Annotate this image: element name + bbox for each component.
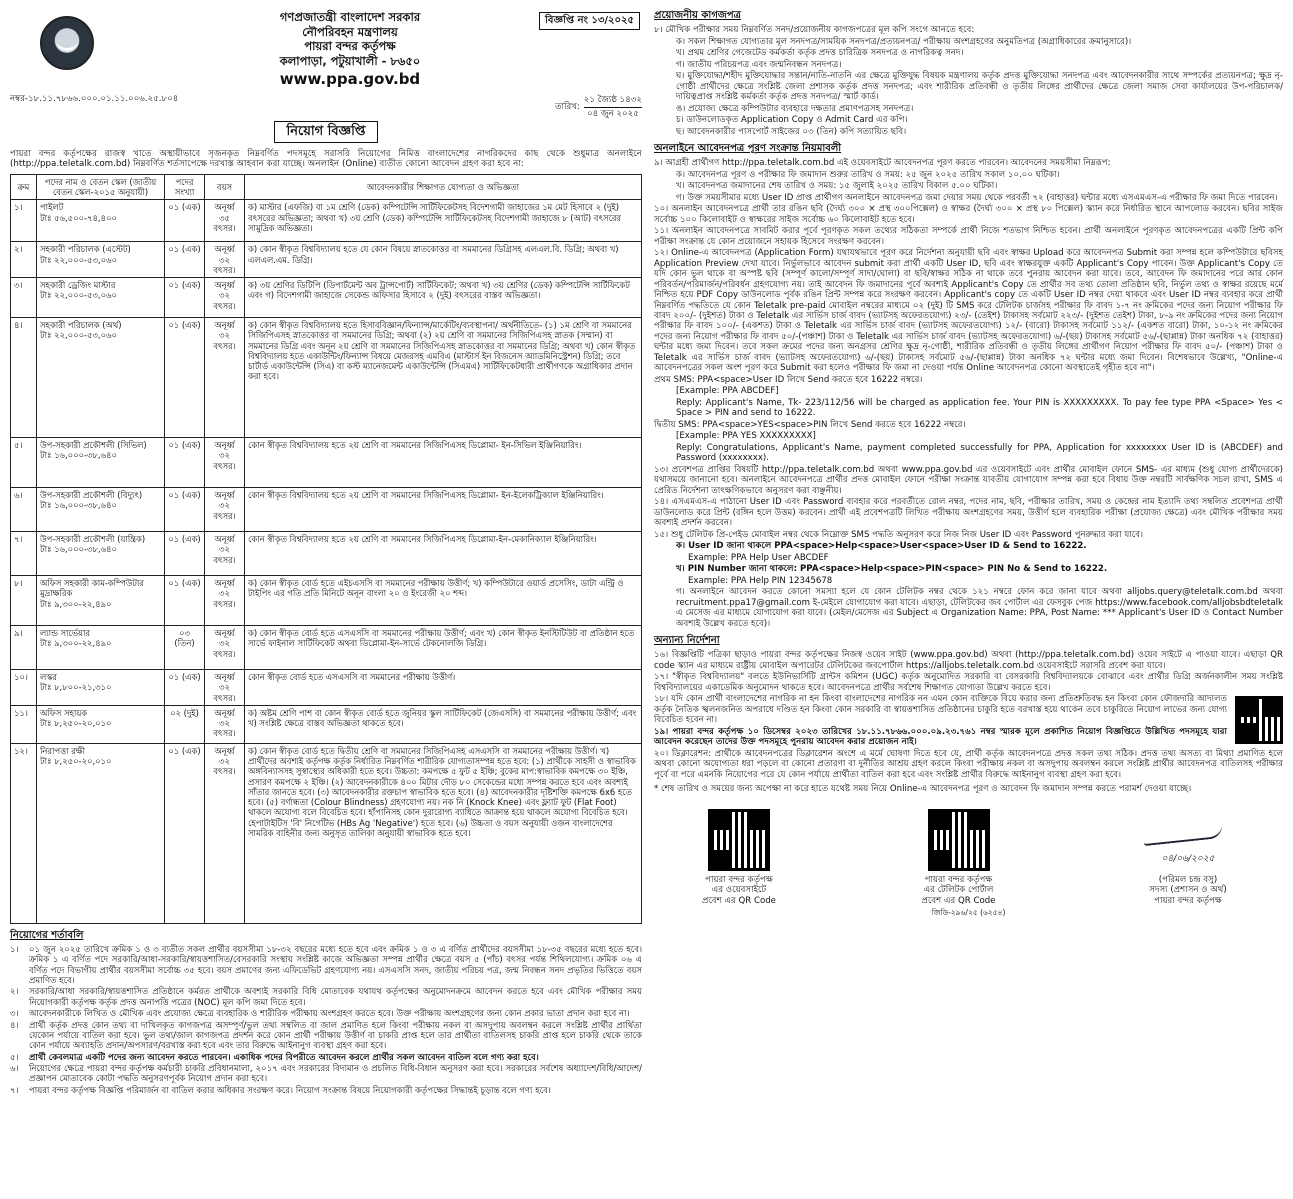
list-item: ক। আবেদনপত্র পূরণ ও পরীক্ষার ফি জমাদান শুরুর তারিখ ও সময়: ২৫ জুন ২০২৫ তারিখ সকাল ১০.০০ ঘটিকা। — [676, 169, 1060, 180]
post-name: উপ-সহকারী প্রকৌশলী (যান্ত্রিক) — [40, 534, 146, 545]
list-item: ক। সকল শিক্ষাগত যোগ্যতার মূল সনদপত্র/সাময়িক সনদপত্র/প্রত্যয়নপত্র/ পরীক্ষায় অংশগ্রহণের অনুমতিপত্র (অগ্রাধিকারের ক্রমানুসারে)। — [676, 36, 1132, 47]
para-19-text: ১৯। পায়রা বন্দর কর্তৃপক্ষ ১০ ডিসেম্বর ২০২৩ তারিখের ১৮.১১.৭৮৬৬.০০০.০৯.২৩.৭৬১ নম্বর স্মারক মূলে প্রকাশিত নিয়োগ বিজ্ঞপ্তিতে উল্লিখিত পদসমূহে যারা আবেদন করেছেন তাদের উক্ত পদসমূহে পুনরায় আবেদন করার প্রয়োজন নাই। — [654, 726, 1227, 748]
table-row — [11, 743, 642, 923]
print-code: জিডি-২৯৬/২৫ (৬২৫৪) — [931, 907, 1006, 917]
cell-count: ০১ (এক) — [165, 670, 205, 706]
post-name: সহকারী পরিচালক (এস্টেট) — [40, 244, 131, 255]
org-line: নৌপরিবহন মন্ত্রণালয় — [302, 24, 398, 39]
teletalk-qr-icon[interactable] — [1235, 696, 1283, 744]
intro-text: পায়রা বন্দর কর্তৃপক্ষের রাজস্ব খাতে অস্থায়ীভাবে সৃজনকৃত নিম্নবর্ণিত পদসমূহে সরাসরি নিয়োগের নিমিত্ত বাংলাদেশের নাগরিকদের কাছ থেকে শুধুমাত্র অনলাইনে (http://ppa.teletalk.com.bd) নিম্নবর্ণিত শর্তসাপেক্ষে দরখাস্ত আহবান করা যাচ্ছে। অনলাইন (Online) ব্যতীত কোনো আবেদন গ্রহণ করা হবে না: — [10, 148, 642, 170]
portal-qr-icon[interactable] — [928, 809, 990, 871]
docs-title: প্রয়োজনীয় কাগজপত্র — [654, 10, 741, 21]
table-row — [11, 318, 642, 438]
para-11: ১১। অনলাইন আবেদনপত্রে সাবমিট করার পূর্বে পূরণকৃত সকল তথ্যের সঠিকতা সম্পর্কে প্রার্থী নিজে শতভাগ নিশ্চিত হবেন। প্রার্থী অনলাইনে পূরণকৃত আবেদনপত্রের একটি প্রিন্ট কপি পরীক্ষা সংক্রান্ত যে কোন প্রয়োজনে সহায়ক হিসেবে সংরক্ষণ করবেন। — [654, 226, 1283, 247]
cell-serial: ৩। — [11, 278, 37, 318]
th-post: পদের নাম ও বেতন স্কেল (জাতীয় বেতন স্কেল-২০১৫ অনুযায়ী) — [37, 174, 165, 200]
post-name: অফিস সহকারী কাম-কম্পিউটার মুদ্রাক্ষরিক — [40, 578, 144, 599]
date-label: তারিখ: — [555, 102, 580, 113]
post-name: সহকারী ড্রেজিং মাস্টার — [40, 280, 116, 291]
cell-serial: ১২। — [11, 743, 37, 923]
website-qr-block — [664, 809, 814, 906]
item-text: নিয়োগের ক্ষেত্রে পায়রা বন্দর কর্তৃপক্ষ কর্মচারী চাকরি প্রবিধানমালা, ২০১৭ এবং সরকারের বিদ্যমান ও প্রচলিত বিধি-বিধান অনুসরণ করা হবে। সরকারের সর্বশেষ অধ্যাদেশ/বিধি/আদেশ/প্রজ্ঞাপন মোতাবেক কোটা পদ্ধতি অনুসরণপূর্বক নিয়োগ প্রদান করা হবে। — [29, 1064, 642, 1085]
cell-req: ক) ৩য় শ্রেণির ডিটিপি (ডিপার্টমেন্ট অব ট্রান্সপোর্ট) সার্টিফিকেট; অথবা খ) ৩য় শ্রেণির (ডেক) কম্পিটেন্সি সার্টিফিকেট এবং গ) বিদেশগামী জাহাজে সেকেন্ড অফিসার হিসাবে ২ (দুই) বৎসরের বাস্তব অভিজ্ঞতা। — [245, 278, 642, 318]
cell-serial: ৮। — [11, 576, 37, 626]
table-header-row — [11, 174, 642, 200]
sms1-example: [Example: PPA ABCDEF] — [676, 386, 779, 397]
para-16: ১৬। বিজ্ঞপ্তিটি পত্রিকা ছাড়াও পায়রা বন্দর কর্তৃপক্ষের নিজস্ব ওয়েব সাইট (www.ppa.gov.bd) অথবা (http://ppa.teletalk.com.bd) ওয়েব সাইটে এ পাওয়া যাবে। এছাড়া QR code স্ক্যান এর মাধ্যমে রাষ্ট্রীয় মোবাইল অপারেটর টেলিটকের জবপোর্টাল https://alljobs.teletalk.com.bd ওয়েবসাইটে সরাসরি প্রবেশ করা যাবে। — [654, 650, 1283, 671]
footer — [654, 809, 1283, 906]
post-name: পাইলট — [40, 202, 64, 213]
cell-age: অনূর্ধ্ব ৩২ বৎসর। — [205, 242, 245, 278]
para-10: ১০। অনলাইন আবেদনপত্রে প্রার্থী তার রঙিন ছবি (দৈর্ঘ্য ৩০০ × প্রস্থ ৩০০পিক্সেল) ও স্বাক্ষর (দৈর্ঘ্য ৩০০ × প্রস্থ ৮০ পিক্সেল) স্ক্যান করে নির্ধারিত স্থানে আপলোড করবেন। ছবির সাইজ সর্বোচ্চ ১০০ কিলোবাইট ও স্বাক্ষরের সাইজ সর্বোচ্চ ৬০ কিলোবাইট হতে হবে। — [654, 204, 1283, 225]
list-item: খ। প্রথম শ্রেণির গেজেটেড কর্মকর্তা কর্তৃক প্রদত্ত চারিত্রিক সনদপত্র ও নাগরিকত্ব সনদ। — [676, 48, 964, 59]
portal-qr-block — [884, 809, 1034, 906]
date-block — [555, 94, 642, 121]
cell-serial: ৬। — [11, 488, 37, 532]
pay-scale: টাঃ ৮,৮০০-২১,৩১০ — [40, 682, 112, 693]
para-19 — [654, 727, 1283, 748]
list-item — [10, 1064, 642, 1085]
list-item — [10, 987, 642, 1008]
pay-scale: টাঃ ১৬,০০০-৩৮,৬৪০ — [40, 450, 117, 461]
sms2-reply: Reply: Congratulations, Applicant's Name, payment completed successfully for PPA, Application for xxxxxxxx User ID is (ABCDEF) and Password (xxxxxxxx). — [676, 442, 1283, 464]
recover-userid — [654, 541, 1283, 551]
cell-req: ক) কোন স্বীকৃত বিশ্ববিদ্যালয় হতে যে কোন বিষয়ে স্নাতকোত্তর বা সমমানের ডিগ্রিসহ এলএল.বি. ডিগ্রি; অথবা খ) এলএল.এম. ডিগ্রি। — [245, 242, 642, 278]
cell-post — [37, 626, 165, 670]
cell-req: ক) অষ্টম শ্রেণি পাশ বা কোন স্বীকৃত বোর্ড হতে জুনিয়র স্কুল সার্টিফিকেট (জেএসসি) বা সমমানের পরীক্ষায় উত্তীর্ণ; এবং খ) সংশ্লিষ্ট ক্ষেত্রে বাস্তব অভিজ্ঞতা থাকতে হবে। — [245, 705, 642, 743]
cell-age: অনূর্ধ্ব ৩৫ বৎসর। — [205, 200, 245, 242]
cell-age: অনূর্ধ্ব ৩২ বৎসর। — [205, 705, 245, 743]
table-row — [11, 532, 642, 576]
recover-userid-example: Example: PPA Help User ABCDEF — [688, 552, 829, 563]
cell-serial: ৭। — [11, 532, 37, 576]
date-english: ০৪ জুন ২০২৫ — [586, 108, 639, 119]
cell-post — [37, 278, 165, 318]
header — [10, 8, 642, 98]
list-item — [10, 1021, 642, 1052]
recover-pin — [654, 564, 1283, 574]
post-name: ল্যান্ড সার্ভেয়ার — [40, 628, 90, 639]
memo-line — [10, 94, 642, 121]
pay-scale: টাঃ ২২,০০০-৫৩,০৬০ — [40, 330, 117, 341]
item-number: ৩। — [10, 1009, 19, 1020]
notice-number: বিজ্ঞপ্তি নং ১৩/২০২৫ — [539, 12, 640, 30]
signature-block — [1103, 814, 1273, 906]
post-name: উপ-সহকারী প্রকৌশলী (সিভিল) — [40, 440, 147, 451]
post-name: নিরাপত্তা রক্ষী — [40, 745, 85, 756]
recover-pin-example: Example: PPA Help PIN 12345678 — [688, 575, 833, 586]
sms2-example: [Example: PPA YES XXXXXXXXX] — [676, 431, 816, 442]
item-number: ২। — [10, 987, 19, 998]
table-row — [11, 705, 642, 743]
list-item: গ। উক্ত সময়সীমার মধ্যে User ID প্রাপ্ত প্রার্থীগণ অনলাইনে আবেদনপত্র জমা দেয়ার সময় থেকে পরবর্তী ৭২ (বাহাত্তর) ঘন্টার মধ্যে এসএমএস-এ পরীক্ষার ফি জমা দিতে পারবেন। — [676, 192, 1278, 203]
cell-serial: ১০। — [11, 670, 37, 706]
para-17: ১৭। "স্বীকৃত বিশ্ববিদ্যালয়" বলতে ইউনিভার্সিটি গ্রান্টস কমিশন (UGC) কর্তৃক অনুমোদিত সরকারি বা বেসরকারি বিশ্ববিদ্যালয়কে বোঝাবে এবং প্রার্থীর ডিগ্রি অর্জনকালীন সময় সংশ্লিষ্ট বিশ্ববিদ্যালয়ের একাডেমিক অনুমোদন থাকতে হবে। আবেদনপত্রে প্রার্থীর সর্বশেষ শিক্ষাগত যোগ্যতা উল্লেখ করতে হবে। — [654, 672, 1283, 693]
table-row — [11, 200, 642, 242]
support-contact: গ। অনলাইনে আবেদন করতে কোনো সমস্যা হলে যে কোন টেলিটক নম্বর থেকে ১২১ নম্বরে ফোন করে জানা যাবে অথবা alljobs.query@teletalk.com.bd অথবা recruitment.ppa17@gmail.com ই-মেইলে যোগাযোগ করা যাবে। এছাড়া, টেলিটকের জব পোর্টাল এর ফেসবুক পেজ https://www.facebook.com/alljobsbdteletalk এ মেসেজ এর মাধ্যমে যোগাযোগ করা যাবে। (মেইল/মেসেজ এর Subject এ Organization Name: PPA, Post Name: *** Applicant's User ID ও Contact Number অবশ্যই উল্লেখ করতে হবে)। — [676, 587, 1283, 629]
item-text: প্রার্থী কেবলমাত্র একটি পদের জন্য আবেদন করতে পারবেন। একাধিক পদের বিপরীতে আবেদন করলে প্রার্থীর সকল আবেদন বাতিল বলে গণ্য করা হবে। — [29, 1052, 539, 1063]
table-row — [11, 278, 642, 318]
cell-post — [37, 488, 165, 532]
cell-req: ক) কোন স্বীকৃত বোর্ড হতে এইচএসসি বা সমমানের পরীক্ষায় উত্তীর্ণ; খ) কম্পিউটারে ওয়ার্ড প্রসেসিং, ডাটা এন্ট্রি ও টাইপিং এর গতি প্রতি মিনিটে অনূন বাংলা ২০ ও ইংরেজী ২০ শব্দ। — [245, 576, 642, 626]
post-name: উপ-সহকারী প্রকৌশলী (বিদ্যুৎ) — [40, 490, 143, 501]
cell-post — [37, 200, 165, 242]
cell-req: ক) মাস্টার (এফজি) বা ১ম শ্রেণি (ডেক) কম্পিটেন্সি সার্টিফিকেটসহ বিদেশগামী জাহাজের ১ম মেট হিসাবে ২ (দুই) বৎসরের অভিজ্ঞতা; অথবা খ) ৩য় শ্রেণি (ডেক) কম্পিটেন্সি সার্টিফিকেটসহ বিদেশগামী জাহাজে ৮ (আট) বৎসরের সামুদ্রিক অভিজ্ঞতা। — [245, 200, 642, 242]
qr-caption: পায়রা বন্দর কর্তৃপক্ষ — [705, 874, 773, 885]
qr-caption: পায়রা বন্দর কর্তৃপক্ষ — [924, 874, 993, 885]
post-name: অফিস সহায়ক — [40, 707, 88, 718]
list-item — [10, 945, 642, 986]
para-14: ১৪। এসএমএস-এ পাঠানো User ID এবং Password ব্যবহার করে পরবর্তীতে রোল নম্বর, পদের নাম, ছবি, পরীক্ষার তারিখ, সময় ও কেন্দ্রের নাম ইত্যাদি তথ্য সম্বলিত প্রবেশপত্র প্রার্থী ডাউনলোড করে প্রিন্ট (রঙ্গিন হলে উত্তম) করবেন। প্রার্থী এই প্রবেশপত্রটি লিখিত পরীক্ষায় অংশগ্রহণের সময়, উত্তীর্ণ হলে ব্যবহারিক পরীক্ষা (প্রযোজ্য ক্ষেত্রে) এবং মৌখিক পরীক্ষার সময় অবশ্যই প্রদর্শন করবেন। — [654, 497, 1283, 529]
post-name: সহকারী পরিচালক (অর্থ) — [40, 320, 122, 331]
posts-table — [10, 174, 642, 924]
recover-pin-text: খ। PIN Number জানা থাকলে: PPA<space>Help<space>PIN<space> PIN No & Send to 16222. — [676, 564, 1108, 575]
docs-lead: ৮। মৌখিক পরীক্ষার সময় নিম্নবর্ণিত সনদ/প্রয়োজনীয় কাগজপত্রের মূল কপি সংগে আনতে হবে: — [654, 25, 975, 36]
para-18: ১৮। যদি কোন প্রার্থী বাংলাদেশের নাগরিক না হন কিংবা বাংলাদেশের নাগরিক নন এমন কোন ব্যক্তিকে বিয়ে করার জন্য প্রতিশ্রুতিবদ্ধ হন কিংবা কোন ফৌজদারি আদালত কর্তৃক নৈতিক স্খলনজনিত অপরাধে দণ্ডিত হন কিংবা কোন সরকারি বা স্বায়ত্তশাসিত প্রতিষ্ঠানের চাকুরি হতে বরখাস্ত হয়ে থাকেন তবে চাকুরিতে নিয়োগ লাভের জন্য যোগ্য বিবেচিত হবেন না। — [654, 694, 1227, 726]
list-item — [10, 1086, 642, 1096]
pay-scale: টাঃ ৯,৩০০-২২,৪৯০ — [40, 598, 112, 609]
para-9: ৯। আগ্রহী প্রার্থীগণ http://ppa.teletalk.com.bd এই ওয়েবসাইটে আবেদনপত্র পূরণ করতে পারবেন। আবেদনের সময়সীমা নিম্নরূপ: — [654, 158, 1111, 169]
item-text: আবেদনকারীকে লিখিত ও মৌখিক এবং প্রযোজ্য ক্ষেত্রে ব্যবহারিক ও শারীরিক পরীক্ষায় অংশগ্রহণ করতে হবে। উক্ত পরীক্ষায় অংশগ্রহণের জন্য কোন প্রকার ভাতা প্রদান করা হবে না। — [29, 1009, 630, 1020]
qr-caption: এর ওয়েবসাইটে — [711, 885, 767, 896]
signer-title: সদস্য (প্রশাসন ও অর্থ) — [1149, 885, 1227, 896]
cell-serial: ১১। — [11, 705, 37, 743]
conditions-list — [10, 945, 642, 1096]
cell-serial: ৪। — [11, 318, 37, 438]
table-row — [11, 626, 642, 670]
cell-serial: ২। — [11, 242, 37, 278]
para-20: ২০। ডিক্লারেশন: প্রার্থীকে আবেদনপত্রের ডিক্লারেশন অংশে এ মর্মে ঘোষণা দিতে হবে যে, প্রার্থী কর্তৃক আবেদনপত্রে প্রদত্ত সকল তথ্য সঠিক। প্রদত্ত তথ্য অসত্য বা মিথ্যা প্রমাণিত হলে অথবা কোনো অযোগ্যতা ধরা পড়লে বা কোনো প্রতারণা বা দুর্নীতির আশ্রয় গ্রহণ করলে কিংবা পরীক্ষায় নকল বা অসদুপায় অবলম্বন করলে সংশ্লিষ্ট প্রার্থীর আবেদনপত্র বাতিলসহ পরীক্ষার পূর্বে বা পরে এমনকি নিয়োগের পরে যে কোন পর্যায়ে প্রার্থীতা বাতিল করা হবে এবং সংশ্লিষ্ট প্রার্থীর বিরুদ্ধে আইনানুগ ব্যবস্থা গ্রহণ করা হবে। — [654, 748, 1283, 780]
para-12: ১২। Online-এ আবেদনপত্র (Application Form) যথাযথভাবে পূরণ করে নির্দেশনা অনুযায়ী ছবি এবং স্বাক্ষর Upload করে আবেদনপত্র Submit করা সম্পন্ন হলে কম্পিউটারে ছবিসহ Application Preview দেখা যাবে। নির্ভুলভাবে আবেদন submit করা প্রার্থী একটি User ID, ছবি এবং স্বাক্ষরযুক্ত একটি Applicant's Copy পাবেন। উক্ত Applicant's Copy তে যদি কোন ভুল থাকে বা অস্পষ্ট ছবি (সম্পূর্ণ কালো/সম্পূর্ণ সাদা/ঘোলা) বা ছবি/স্বাক্ষর সঠিক না থাকে তবে পুনরায় আবেদন করা যাবে। তবে, আবেদন ফি জমাদানের পরে আর কোন পরিবর্তন/পরিমার্জন/পরিবর্ধন গ্রহণযোগ্য নয়। তাই আবেদন ফি জমাদানের পূর্বে অবশ্যই Applicant's Copy তে প্রার্থীর সব তথ্য তোলা প্রতিষ্ঠান ছবি, নির্ভুল তথ্য ও স্বাক্ষর রয়েছে মর্মে নিশ্চিত হয়ে PDF Copy ডাউনলোড পূর্বক রঙিন প্রিন্ট সম্পন্ন করে সংরক্ষণ করবেন। Applicant's copy তে একটি User ID নম্বর দেয়া থাকবে এবং User ID নম্বর ব্যবহার করে প্রার্থী নিম্নবর্ণিত পদ্ধতিতে যে কোন Teletalk pre-paid মোবাইল নম্বরের মাধ্যমে ০২ (দুই) টি SMS করে টেলিটক চার্জসহ পরীক্ষার ফি বাবদ ১-৭ নং ক্রমিকের পদের জন্য নিয়োগ পরীক্ষার ফি বাবদ ২০০/- (দুইশত) টাকা ও Teletalk এর সার্ভিস চার্জ বাবদ (ভ্যাটসহ অফেরতযোগ্য) ২৩/- (তেইশ) টাকাসহ সর্বমোট ২২৩/- (দুইশত তেইশ) টাকা, ৮-৯ নং ক্রমিকের পদের জন্য নিয়োগ পরীক্ষার ফি বাবদ ১০০/- (একশত) টাকা ও Teletalk এর সার্ভিস চার্জ বাবদ (ভ্যাটসহ অফেরতযোগ্য) ১২/- (বারো) টাকাসহ সর্বমোট ১১২/- (একশত বারো) টাকা, ১০-১২ নং ক্রমিকের পদের জন্য নিয়োগ পরীক্ষার ফি বাবদ ৫০/-(পঞ্চাশ) টাকা ও Teletalk এর সার্ভিস চার্জ বাবদ (ভ্যাটসহ অফেরতযোগ্য) ৬/-(ছয়) টাকাসহ সর্বমোট ৫৬/-(ছাপ্পান্ন) টাকা অনধিক ৭২ (বাহাত্তর) ঘন্টার মধ্যে জমা দিবেন। তবে সকল ক্রমের পদের জন্য অনগ্রসর শ্রেণির ক্ষুদ্র নৃ-গোষ্ঠী, শারীরিক প্রতিবন্ধী ও তৃতীয় লিঙ্গের প্রার্থীগণ নিয়োগ পরীক্ষার ফি বাবদ ৫০/- (পঞ্চাশ) টাকা ও Teletalk এর সার্ভিস চার্জ বাবদ (ভ্যাটসহ অফেরতযোগ্য) ৬/-(ছয়) টাকাসহ সর্বমোট ৫৬/-(ছাপ্পান্ন) টাকা অনধিক ৭২ ঘন্টার মধ্যে জমা দিবেন। বিশেষভাবে উল্লেখ্য, "Online-এ আবেদনপত্রের সকল অংশ পূরণ করে Submit করা হলেও পরীক্ষার ফি জমা না দেওয়া পর্যন্ত Online আবেদনপত্র কোনো অবস্থাতেই গৃহীত হবে না"। — [654, 248, 1283, 374]
list-item: গ। জাতীয় পরিচয়পত্র এবং জন্মনিবন্ধন সনদপত্র। — [676, 59, 842, 70]
th-requirements: আবেদনকারীর শিক্ষাগত যোগ্যতা ও অভিজ্ঞতা — [245, 174, 642, 200]
cell-age: অনূর্ধ্ব ৩২ বৎসর। — [205, 318, 245, 438]
cell-serial: ৯। — [11, 626, 37, 670]
cell-post — [37, 670, 165, 706]
cell-post — [37, 318, 165, 438]
item-text: সরকারি/আধা সরকারি/স্বায়ত্তশাসিত প্রতিষ্ঠানে কর্মরত প্রার্থীকে অবশ্যই সরকারি বিধি মোতাবেক যথাযথ কর্তৃপক্ষের অনুমোদনক্রমে আবেদন করতে হবে এবং মৌখিক পরীক্ষার সময় নিয়োগকারী কর্তৃপক্ষ কর্তৃক প্রদত্ত অনাপত্তি পত্রের (NOC) মূল কপি জমা দিতে হবে। — [29, 987, 642, 1008]
conditions-title: নিয়োগের শর্তাবলি — [10, 929, 84, 941]
cell-req: কোন স্বীকৃত বিশ্ববিদ্যালয় হতে ২য় শ্রেণি বা সমমানের সিজিপিএসহ ডিপ্লোমা- ইন-ইলেকট্রিক্যাল ইঞ্জিনিয়ারিং। — [245, 488, 642, 532]
pay-scale: টাঃ ১৬,০০০-৩৮,৬৪০ — [40, 544, 117, 555]
th-count: পদের সংখ্যা — [165, 174, 205, 200]
cell-age: অনূর্ধ্ব ৩২ বৎসর। — [205, 576, 245, 626]
website[interactable]: www.ppa.gov.bd — [279, 69, 421, 88]
pay-scale: টাঃ ১৬,০০০-৩৮,৬৪০ — [40, 500, 117, 511]
cell-req: ক) কোন স্বীকৃত বোর্ড হতে দ্বিতীয় শ্রেণি বা সমমানের সিজিপিএসহ এসএসসি বা সমমানের পরীক্ষায় উত্তীর্ণ। খ) প্রার্থীদের অবশ্যই কর্তৃপক্ষ কর্তৃক নির্ধারিত নিম্নবর্ণিত শারীরিক যোগ্যতাসম্পন্ন হতে হবে: (১) প্রার্থীকে সাহসী ও স্বাভাবিক অঙ্গবিন্যাসসহ সুস্বাস্থ্যের অধিকারী হতে হবে। উচ্চতা: কমপক্ষে ৫ ফুট ৫ ইঞ্চি; বুকের মাপ:স্বাভাবিক কমপক্ষে ৩০ ইঞ্চি, প্রসারণ কমপক্ষে ২ ইঞ্চি। (২) আবেদনকারীকে ৪০০ মিটার দৌড় ৮০ সেকেন্ডের মধ্যে সম্পন্ন করতে হবে এবং অবশ্যই সাঁতার জানতে হবে। (৩) আবেদনকারীর রক্তচাপ স্বাভাবিক হতে হবে। (৪) আবেদনকারীর দৃষ্টিশক্তি কমপক্ষে 6x6 হতে হবে। (৫) বর্ণান্ধতা (Colour Blindness) গ্রহণযোগ্য নয়। নক নি (Knock Knee) এবং ফ্ল্যাট ফুট (Flat Foot) থাকলে অযোগ্য বলে বিবেচিত হবে। হাঁপানিসহ কোন দুরারোগ্য ব্যাধিতে আক্রান্ত হয়ে থাকলে অযোগ্য বিবেচিত হবে। হেপাটাইটিস 'বি' নিগেটিভ (HBs Ag 'Negative') হতে হবে। (৬) উচ্চতা ও বয়স অনুযায়ী ওজন বাংলাদেশের সামরিক বাহিনীর জন্য অনুসৃত তালিকা অনুযায়ী স্বাভাবিক হতে হবে। — [245, 743, 642, 923]
list-item: খ। আবেদনপত্র জমাদানের শেষ তারিখ ও সময়: ১৫ জুলাই ২০২৫ তারিখ বিকাল ৫.০০ ঘটিকা। — [676, 181, 998, 192]
list-item: ছ। আবেদনকারীর পাসপোর্ট সাইজের ০৩ (তিন) কপি সত্যায়িত ছবি। — [676, 126, 907, 137]
list-item: ঘ। মুক্তিযোদ্ধা/শহীদ মুক্তিযোদ্ধার সন্তান/নাতি-নাতনি এর ক্ষেত্রে মুক্তিযুদ্ধ বিষয়ক মন্ত্রণালয় কর্তৃক প্রদত্ত মুক্তিযোদ্ধা সনদপত্র এবং আবেদনকারীর সাথে সম্পর্কের প্রত্যয়নপত্র; ক্ষুদ্র নৃ-গোষ্ঠী প্রার্থীদের ক্ষেত্রে সংশ্লিষ্ট জেলা প্রশাসক কর্তৃক প্রদত্ত সনদপত্র; এবং শারীরিক প্রতিবন্ধী ও তৃতীয় লিঙ্গের প্রার্থীদের ক্ষেত্রে জেলা সমাজ সেবা কার্যালয়ের উপ-পরিচালক/ দায়িত্বপ্রাপ্ত সংশ্লিষ্ট কর্মকর্তা কর্তৃক প্রদত্ত সনদপত্র/ স্মার্ট কার্ড। — [676, 71, 1283, 103]
cell-req: ক) কোন স্বীকৃত বিশ্ববিদ্যালয় হতে হিসাববিজ্ঞান/ফিন্যান্স/মার্কেটিং/ব্যবস্থাপনা/ অর্থনীতিতে- (১) ১ম শ্রেণি বা সমমানের সিজিপিএসহ স্নাতকোত্তর বা সমমানের ডিগ্রি; অথবা (২) ২য় শ্রেণি বা সমমানের সিজিপিএসহ স্নাতক (সম্মান) বা সমমানের ডিগ্রি এবং অনূন ২য় শ্রেণি বা সমমানের সিজিপিএসহ স্নাতকোত্তর বা সমমানের ডিগ্রি; অথবা খ) কোন স্বীকৃত বিশ্ববিদ্যালয় হতে একাউন্টিং/ফিন্যান্স বিষয়ে মেজরসহ এমবিএ (মাস্টার্স ইন বিজনেস অ্যাডমিনিস্ট্রেশন) ডিগ্রি; তবে চার্টার্ড একাউন্টেন্সি (সিএ) বা কস্ট ম্যানেজমেন্ট একাউন্টেন্সি (সিএমএ) সার্টিফিকেটধারী প্রার্থীগণকে অগ্রাধিকার প্রদান করা হবে। — [245, 318, 642, 438]
list-item: ঙ। প্রযোজ্য ক্ষেত্রে কম্পিউটার ব্যবহারে দক্ষতার প্রমাণপত্রসহ সনদপত্র। — [676, 103, 914, 114]
item-text: পায়রা বন্দর কর্তৃপক্ষ বিজ্ঞপ্তি পরিমার্জন বা বাতিল করার অধিকার সংরক্ষণ করে। নিয়োগ সংক্রান্ত বিষয়ে নিয়োগকারী কর্তৃপক্ষের সিদ্ধান্তই চূড়ান্ত বলে গণ্য হবে। — [29, 1085, 551, 1096]
cell-age: অনূর্ধ্ব ৩২ বৎসর। — [205, 278, 245, 318]
pay-scale: টাঃ ৯,৩০০-২২,৪৯০ — [40, 638, 112, 649]
org-line: পায়রা বন্দর কর্তৃপক্ষ — [304, 39, 396, 54]
table-row — [11, 576, 642, 626]
pay-scale: টাঃ ২২,০০০-৫৩,০৬০ — [40, 254, 117, 265]
memo-number: নম্বর-১৮.১১.৭৮৬৬.০০০.০১.১১.০০৬.২৫.৮০৪ — [10, 94, 179, 104]
item-number: ৭। — [10, 1085, 19, 1096]
item-number: ৬। — [10, 1064, 19, 1074]
th-serial: ক্রম — [11, 174, 37, 200]
cell-req: কোন স্বীকৃত বিশ্ববিদ্যালয় হতে ২য় শ্রেণি বা সমমানের সিজিপিএসহ ডিপ্লোমা-ইন-মেকানিক্যাল ইঞ্জিনিয়ারিং। — [245, 532, 642, 576]
signer-org: পায়রা বন্দর কর্তৃপক্ষ — [1154, 895, 1222, 906]
cell-count: ০১ (এক) — [165, 318, 205, 438]
website-qr-icon[interactable] — [708, 809, 770, 871]
page-title: নিয়োগ বিজ্ঞপ্তি — [274, 121, 379, 143]
table-row — [11, 488, 642, 532]
cell-count: ০১ (এক) — [165, 532, 205, 576]
signature-date: ০৪/০৬/২০২৫ — [1161, 853, 1215, 864]
pay-scale: টাঃ ৫৬,৫০০-৭৪,৪০০ — [40, 212, 117, 223]
online-title: অনলাইনে আবেদনপত্র পূরণ সংক্রান্ত নিয়মাবলী — [654, 143, 842, 155]
cell-count: ০১ (এক) — [165, 200, 205, 242]
item-number: ১। — [10, 945, 19, 956]
post-name: লস্কর — [40, 672, 57, 683]
cell-count: ০১ (এক) — [165, 576, 205, 626]
cell-post — [37, 743, 165, 923]
docs-section — [654, 25, 1283, 137]
title-box — [10, 121, 642, 143]
cell-req: কোন স্বীকৃত বিশ্ববিদ্যালয় হতে ২য় শ্রেণি বা সমমানের সিজিপিএসহ ডিপ্লোমা- ইন-সিভিল ইঞ্জিনিয়ারিং। — [245, 438, 642, 488]
cell-count: ০২ (দুই) — [165, 705, 205, 743]
cell-count: ০১ (এক) — [165, 743, 205, 923]
signature-icon — [1103, 814, 1273, 854]
cell-post — [37, 438, 165, 488]
date-bangla: ২১ জ্যৈষ্ঠ ১৪৩২ — [584, 94, 642, 108]
cell-req: ক) কোন স্বীকৃত বোর্ড হতে এসএসসি বা সমমানের পরীক্ষায় উত্তীর্ণ; এবং খ) কোন স্বীকৃত ইনস্টিটিউট বা প্রতিষ্ঠান হতে সার্ভে ফাইনাল সার্টিফিকেট অথবা ডিপ্লোমা-ইন-সার্ভে টেকনোলজি ডিগ্রি। — [245, 626, 642, 670]
cell-count: ০১ (এক) — [165, 242, 205, 278]
sms1-reply: Reply: Applicant's Name, Tk- 223/112/56 will be charged as application fee. Your PIN is XXXXXXXXX. To pay fee type PPA <Space> Yes < Space > PIN and send to 16222. — [676, 397, 1283, 419]
cell-age: অনূর্ধ্ব ৩২ বৎসর। — [205, 670, 245, 706]
item-number: ৫। — [10, 1052, 19, 1063]
cell-age: অনূর্ধ্ব ৩২ বৎসর। — [205, 743, 245, 923]
cell-count: ০১ (এক) — [165, 488, 205, 532]
ppa-logo — [40, 16, 94, 70]
item-text: ০১ জুন ২০২৫ তারিখে ক্রমিক ১ ও ৩ ব্যতীত সকল প্রার্থীর বয়সসীমা ১৮-৩২ বছরের মধ্যে হতে হবে এবং ক্রমিক ১ ও ৩ এ বর্ণিত প্রার্থীদের বয়সসীমা ১৮-৩৫ বছরের মধ্যে হতে হবে। ক্রমিক ১ এ বর্ণিত পদে সরকারি/আধা-সরকারি/স্বায়ত্তশাসিত/বেসরকারি সংস্থায় সংশ্লিষ্ট কাজে অভিজ্ঞতা সম্পন্ন প্রার্থীর ক্ষেত্রে বয়স ৫ (পাঁচ) বৎসর পর্যন্ত শিথিলযোগ্য। ক্রমিক ০৬ এ বর্ণিত পদে বিভাগীয় প্রার্থীর বয়সসীমা সর্বোচ্চ ৩৫ হবে। বয়স প্রমাণের জন্য এফিডেভিট গ্রহণযোগ্য নয়। এসএসসি সনদ, জাতীয় পরিচয় পত্র, জন্ম নিবন্ধন সনদ প্রভৃতির ভিত্তিতে বয়স প্রমাণিত হবে। — [29, 945, 642, 987]
cell-age: অনূর্ধ্ব ৩২ বৎসর। — [205, 626, 245, 670]
sms2-label: দ্বিতীয় SMS: PPA<space>YES<space>PIN লিখে Send করতে হবে 16222 নম্বরে। — [654, 419, 966, 430]
cell-req: কোন স্বীকৃত বোর্ড হতে এসএসসি বা সমমানের পরীক্ষায় উত্তীর্ণ। — [245, 670, 642, 706]
other-section — [654, 650, 1283, 794]
cell-age: অনূর্ধ্ব ৩২ বৎসর। — [205, 488, 245, 532]
right-column — [654, 8, 1283, 1191]
qr-caption: এর টেলিটক পোর্টাল — [923, 885, 994, 896]
list-item: চ। ডাউনলোডকৃত Application Copy ও Admit Card এর কপি। — [676, 115, 908, 126]
cell-post — [37, 242, 165, 278]
cell-serial: ৫। — [11, 438, 37, 488]
qr-caption: প্রবেশ এর QR Code — [702, 895, 776, 906]
cell-count: ০৩ (তিন) — [165, 626, 205, 670]
cell-count: ০১ (এক) — [165, 278, 205, 318]
org-line: কলাপাড়া, পটুয়াখালী - ৮৬৫০ — [279, 54, 421, 69]
signer-name: (পরিমল চন্দ্র বসু) — [1158, 874, 1218, 885]
cell-post — [37, 705, 165, 743]
pay-scale: টাঃ ২২,০০০-৫৩,০৬০ — [40, 290, 117, 301]
list-item — [10, 1053, 642, 1063]
list-item — [10, 1009, 642, 1019]
left-column — [10, 8, 642, 1191]
cell-post — [37, 576, 165, 626]
table-row — [11, 242, 642, 278]
para-13: ১৩। প্রবেশপত্র প্রাপ্তির বিষয়টি http://ppa.teletalk.com.bd অথবা www.ppa.gov.bd এর ওয়েবসাইটে এবং প্রার্থীর মোবাইল ফোনে SMS- এর মাধ্যম (শুধু যোগ্য প্রার্থীদেরকে) যথাসময়ে জানানো হবে। অনলাইনে আবেদনপত্রে প্রার্থীর প্রদত্ত মোবাইল ফোনে পরীক্ষা সংক্রান্ত যাবতীয় যোগাযোগ সম্পন্ন করা হবে বিধায় উক্ত নম্বরটি সার্বক্ষণিক সচল রাখা, SMS এ প্রেরিত নির্দেশনা তাৎক্ষণিকভাবে অনুসরণ করা বাঞ্ছনীয়। — [654, 464, 1283, 496]
deadline-note: * শেষ তারিখ ও সময়ের জন্য অপেক্ষা না করে হাতে যথেষ্ট সময় নিয়ে Online-এ আবেদনপত্র পূরণ ও আবেদন ফি জমাদান সম্পন্ন করতে পরামর্শ দেওয়া যাচ্ছে। — [654, 784, 1192, 795]
qr-caption: প্রবেশ এর QR Code — [921, 895, 996, 906]
para-15: ১৫। শুধু টেলিটক প্রি-পেইড মোবাইল নম্বর থেকে নিম্নোক্ত SMS পদ্ধতি অনুসরণ করে নিজ নিজ User ID এবং Password পুনরুদ্ধার করা যাবে। — [654, 529, 1144, 540]
pay-scale: টাঃ ৮,২৫০-২০,০১০ — [40, 756, 112, 767]
recover-userid-text: ক। User ID জানা থাকলে PPA<space>Help<space>User<space>User ID & Send to 16222. — [676, 541, 1087, 552]
item-text: প্রার্থী কর্তৃক প্রদত্ত কোন তথ্য বা দাখিলকৃত কাগজপত্র অসম্পূর্ণ/ভুল তথ্য সম্বলিত বা জাল প্রমাণিত হলে কিংবা পরীক্ষায় নকল বা অসদুপায় অবলম্বন করলে সংশ্লিষ্ট প্রার্থীর প্রার্থিতা যেকোন পর্যায়ে বাতিল করা হবে। ভুল তথ্য/জাল কাগজপত্র প্রদর্শন করে কোন প্রার্থী পরীক্ষায় উত্তীর্ণ বা চাকরি প্রাপ্ত হলে তার প্রার্থীতা বাতিলসহ চাকরি প্রাপ্ত হলে চাকরি থেকে তাকে কোন পর্যায়ে অব্যাহতি প্রদান/অপসারণ/বরখাস্ত করা হবে এবং তার বিরুদ্ধে আইনানুগ ব্যবস্থা গ্রহণ করা হবে। — [29, 1020, 642, 1052]
other-title: অন্যান্য নির্দেশনা — [654, 635, 720, 647]
cell-serial: ১। — [11, 200, 37, 242]
pay-scale: টাঃ ৮,২৫০-২০,০১০ — [40, 718, 112, 729]
cell-age: অনূর্ধ্ব ৩২ বৎসর। — [205, 438, 245, 488]
cell-count: ০১ (এক) — [165, 438, 205, 488]
org-block — [230, 10, 470, 89]
org-line: গণপ্রজাতন্ত্রী বাংলাদেশ সরকার — [279, 10, 421, 24]
cell-age: অনূর্ধ্ব ৩২ বৎসর। — [205, 532, 245, 576]
sms1-label: প্রথম SMS: PPA<space>User ID লিখে Send করতে হবে 16222 নম্বরে। — [654, 374, 923, 385]
th-age: বয়স — [205, 174, 245, 200]
online-section — [654, 158, 1283, 629]
table-row — [11, 438, 642, 488]
item-number: ৪। — [10, 1020, 19, 1031]
cell-post — [37, 532, 165, 576]
table-row — [11, 670, 642, 706]
